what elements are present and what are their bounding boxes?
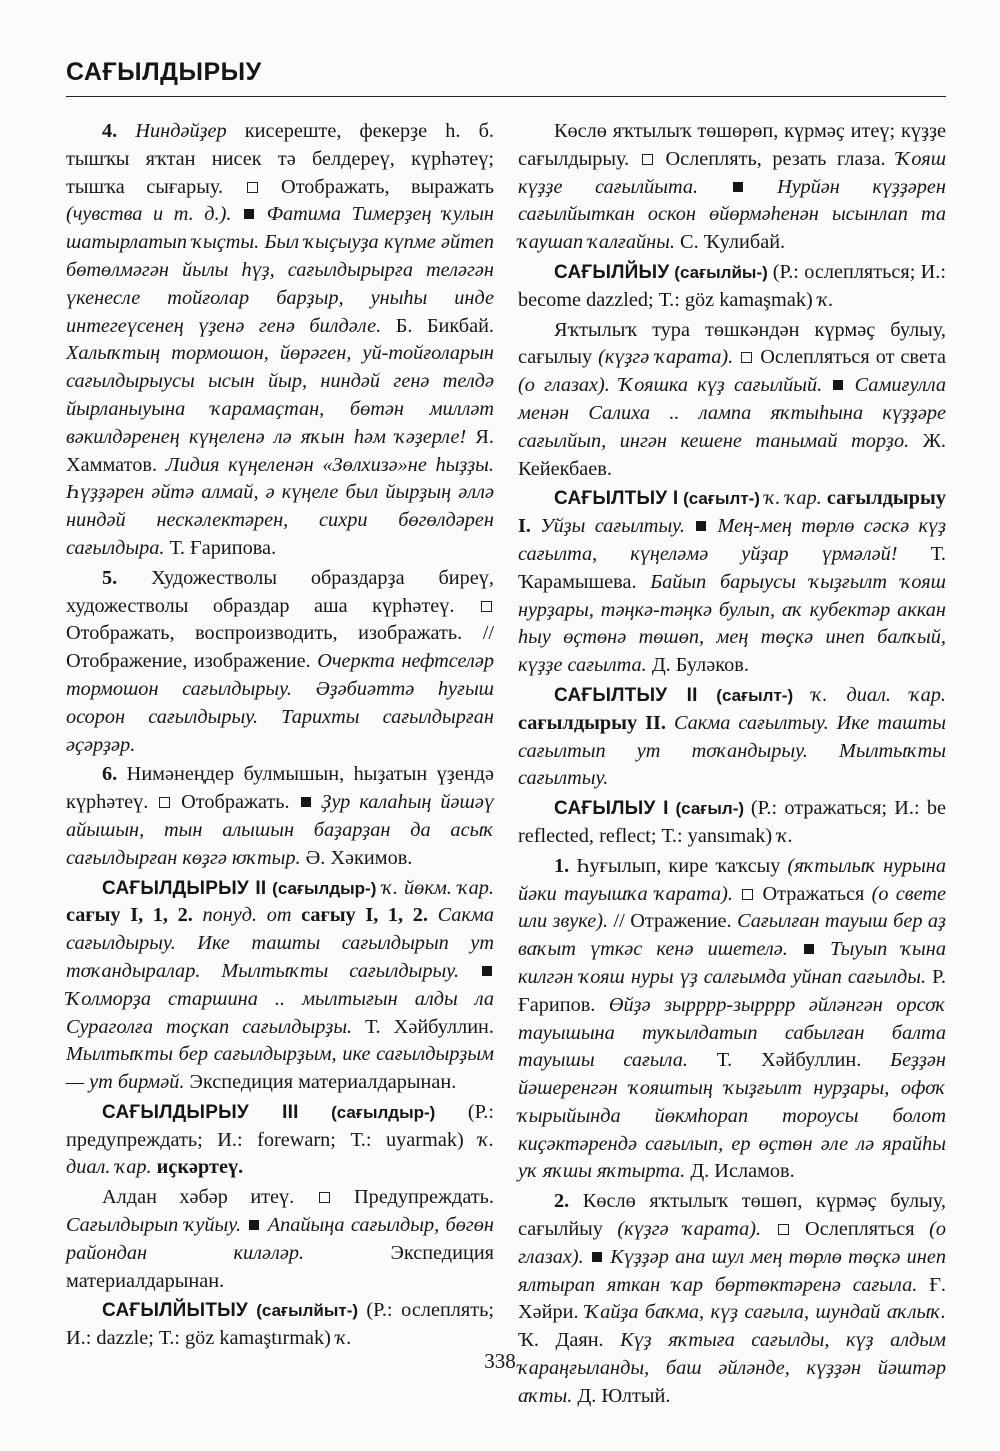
example-marker-icon [833,380,843,390]
usage-note: (о глазах). [518,374,610,397]
example-text: Сағылдырып ҡуйыу. [66,1214,242,1237]
entry-sagylyiyu [518,259,946,315]
definition-text: Һуғылып, кире ҡаҡсыу [569,854,788,877]
example-text: Халыҡтың тормошон, йөрәген, уй-тойғоларын сағылдырыусы ысын йыр, ниндәй генә телдә йырланыуына ҡарамаҫтан, бөтән милләт вәкилдәренең күңеленә лә яҡын һәм ҡәҙерле! [66,342,494,448]
source-author: Экспедиция материалдарынан. [184,1071,457,1094]
example-marker-icon [244,209,254,219]
definition-text: Көслө яҡтылыҡ төшөрөп, күрмәҫ итеү; күҙҙе сағылдырыу. [518,120,946,170]
example-text: Күҙҙәр ана шул мең төрлө төҫкә инеп ялтырап яткан ҡар бөртөктәренә сағыла. [518,1245,947,1296]
page-number: 338 [484,1349,516,1373]
usage-note: (күҙгә ҡарата). [617,1218,762,1241]
russian-translation: Отображать, выражать [259,175,494,198]
grammar-label: ҡ. диал. ҡар. [811,683,946,706]
grammar-label: ҡ. йөкм. ҡар. [382,876,494,899]
sense-number: 6. [102,763,118,786]
source-author: Т. Ҡарамышева. [518,542,946,593]
russian-translation: Ослепляться от света [754,346,946,369]
cross-reference: сағылдырыу II. [518,711,667,734]
translation-marker-icon [778,1224,789,1235]
source-author: Ж. Кейекбаев. [518,429,946,480]
example-marker-icon [249,1220,259,1230]
stem: (сағылдыр-) [266,878,383,898]
translations: (Р.: ослепляться; И.: become dazzled; Т.: göz kamaşmak) [518,260,946,311]
entry-sagyldyryu-3 [66,1099,494,1182]
example-text: Самиғулла менән Салиха .. лампа яҡтыһына күҙҙәре сағылйып, ингән кешене танымай торҙо. [518,374,946,452]
left-column [66,118,494,1353]
source-author: Б. Бикбай. [381,314,494,337]
example-text: Ҡолморҙа старшина .. мылтығын алды ла Сураголға тоҫкап сағылдырҙы. [66,987,494,1038]
cross-reference: сағыу I, 1, 2. [66,904,203,927]
example-text: Өйҙә зырррр-зырррр әйләнгән орсоҡ тауышына туҡылдатып сабылған балта тауышы сағыла. [518,993,946,1072]
example-text: Уйҙы сағылтыу. [530,515,685,538]
source-author: Ә. Хәкимов. [300,846,413,869]
translation-marker-icon [642,154,653,165]
source-author: Ҡ. Даян. [518,1329,621,1352]
grammar-label: ҡ. [335,1327,352,1350]
sense-6 [66,761,494,872]
right-column [518,118,946,1411]
source-author: Я. Хамматов. [66,425,494,476]
entry-sagylyu-1-sense-1 [518,853,946,1187]
entry-sagylyiyu-sense [518,317,946,484]
grammar-label: ҡ. [817,288,834,311]
translation-marker-icon [159,797,170,808]
example-text: Сакма сағылдырыу. Ике ташты сағылдырып ут тоҡандыралар. Мылтыҡты сағылдырыу. [66,904,494,982]
source-author: Ғ. Хәйри. [518,1273,947,1324]
definition-text: Алдан хәбәр итеү. [102,1186,317,1209]
example-text: Күҙ яҡтыға сағылды, күҙ алдым ҡараңғыланды, баш әйләнде, күҙҙән йәштәр аҡты. [518,1329,946,1407]
entry-sagylyityu [66,1297,494,1353]
example-marker-icon [301,797,311,807]
translation-marker-icon [319,1192,330,1203]
source-author: Р. Ғарипов. [518,965,946,1016]
definition-text: Яҡтылыҡ тура төшкәндән күрмәҫ булыу, сағылыу [518,318,946,369]
translation-marker-icon [247,182,258,193]
stem: (сағылйы-) [669,262,773,282]
source-author: Д. Исламов. [685,1160,795,1183]
example-text: Ниндәйҙер [135,120,227,142]
example-text: Ҡайҙа баҡма, күҙ сағыла, шундай аҡлыҡ. [584,1301,946,1324]
source-author: Т. Хәйбуллин. [687,1049,891,1072]
usage-note: (күҙгә ҡарата). [598,346,734,369]
source-author: Экспедиция материалдарынан. [66,1241,495,1292]
example-marker-icon [804,944,814,954]
entry-sagyldyryu-2 [66,875,494,1097]
usage-note: (чувства и т. д.). [66,203,232,226]
sense-4 [66,118,494,563]
headword: САҒЫЛТЫУ II [554,684,698,706]
example-text: Ҙур калаһың йәшәү айышын, тын алышын баҙарҙан да асыҡ сағылдырған көҙгә юҡтыр. [66,791,494,869]
grammar-label: ҡ. диал. ҡар. [66,1128,494,1179]
example-marker-icon [482,966,492,976]
stem: (сағыл-) [668,799,751,819]
source-author: Д. Юлтый. [572,1384,671,1407]
cross-reference: сағылдырыу I. [518,487,946,538]
example-text: Мең-мең төрлө сәскә күҙ сағылта, күңеләмә уйҙар үрмәләй! [518,515,946,565]
definition-text: кисереште, фекерҙе һ. б. тышҡы яҡтан нисек тә белдереү, күрһәтеү; тышҡа сығарыу. [66,120,494,198]
example-text: Мылтыҡты бер сағылдырҙым, ике сағылдырҙым — ут бирмәй. [66,1043,494,1094]
definition-text: Көслө яҡтылыҡ төшөп, күрмәҫ булыу, сағылйыу [518,1190,946,1241]
entry-sagyldyryu-3-sense [66,1184,494,1295]
example-text: Ҡояшка күҙ сағылйый. [609,374,823,397]
example-marker-icon [592,1252,602,1262]
russian-translation: Предупреждать. [331,1186,494,1209]
stem: (сағылдыр-) [298,1102,468,1122]
translations: (Р.: отражаться; И.: be reflected, reflect; Т.: yansımak) [518,797,946,847]
definition-text: Художестволы образдарҙа биреү, художестволы образдар аша күрһәтеү. [66,566,494,617]
sense-number: 4. [102,120,118,142]
entry-sagyltyu-2 [518,682,946,793]
example-text: Сакма сағылтыу. Ике ташты сағылтып ут тоҡандырыу. Мылтыҡты сағылтыу. [518,711,946,790]
russian-translation: Отображать. [172,791,299,814]
russian-translation: Отражаться [755,882,872,905]
source-author: Т. Хәйбуллин. [352,1015,494,1038]
headword: САҒЫЛДЫРЫУ II [102,877,267,899]
grammar-label: ҡ. ҡар. [764,487,822,510]
translation-marker-icon [481,601,492,612]
russian-translation: // Отражение. [608,910,738,933]
usage-note: (яҡтылыҡ нурына йәки тауышҡа ҡарата). [518,854,947,905]
source-author: С. Ҡулибай. [674,231,786,254]
stem: (сағылйыт-) [247,1301,367,1321]
stem: (сағылт-) [678,489,765,509]
grammar-label: понуд. от [202,904,292,927]
russian-translation: Ослепляться [790,1218,930,1241]
stem: (сағылт-) [697,685,812,705]
example-text: Очеркта нефтселәр тормошон сағылдырыу. Әҙәбиәттә һуғыш осорон сағылдырыу. Тарихты сағылдырған әҫәрҙәр. [66,650,494,756]
headword: САҒЫЛЫУ I [554,798,669,820]
sense-number: 1. [554,854,570,877]
entry-sagylyu-1-sense-2 [518,1188,946,1410]
example-text: Апайыңа сағылдыр, бөгөн райондан киләләр. [66,1214,494,1264]
cross-reference: сағыу I, 1, 2. [291,904,438,927]
translations: (Р.: ослеплять; И.: dazzle; Т.: göz kamaştırmak) [66,1299,494,1350]
headword: САҒЫЛЙЫУ [554,261,670,283]
example-text: Нурйән күҙҙәрен сағылйыткан оскон өйөрмәһенән ысынлап та ҡаушап ҡалғайны. [518,175,946,254]
example-text: Тыуып ҡына килгән ҡояш нуры үҙ салғымда уйнап сағылды. [518,938,946,988]
usage-note: (о глазах). [518,1218,946,1268]
example-text: Беҙҙән йәшеренгән ҡояштың ҡыҙғылт нурҙары, офоҡ ҡырыйында йөкмһорап тороусы болот киҫәктәрендә сағылып, ер өҫтөн әле лә ярайһы уҡ яҡшы яҡтыртa. [518,1049,946,1183]
translation-marker-icon [742,889,753,900]
source-author: Т. Ғарипова. [164,536,277,559]
example-marker-icon [733,182,743,192]
running-head: САҒЫЛДЫРЫУ [66,58,262,86]
headword: САҒЫЛТЫУ I [554,488,679,510]
entry-sagyltyu-1 [518,485,946,680]
example-text: Лидия күңеленән «Зөлхизә»не һыҙҙы. Һүҙҙәрен әйтә алмай, ә күңеле был йырҙың әллә ниндәй нескәлектәрен, сихри бөгөлдәрен сағылдыра. [66,453,494,559]
header-rule [66,96,946,97]
example-marker-icon [696,521,706,531]
example-text: Ҡояш күҙҙе сағылйыта. [518,147,946,198]
entry-sagylyu-1 [518,795,946,851]
definition-text: Нимәнеңдер булмышын, һыҙатын үҙендә күрһәтеү. [66,763,494,814]
usage-note: (о свете или звуке). [518,882,946,933]
russian-translation: Отображать, воспроизводить, изображать. // Отображение, изображение. [66,622,494,673]
headword: САҒЫЛДЫРЫУ III [102,1101,299,1123]
translation-marker-icon [741,352,752,363]
entry-sagylyityu-sense [518,118,946,257]
example-text: Байып барыусы ҡыҙғылт ҡояш нурҙары, тәңкә-тәңкә булып, аҡ кубектәр аккан һыу өҫтөнә төшөп, мең төҫкә инеп балҡый, күҙҙе сағылта. [518,570,946,677]
russian-translation: Ослеплять, резать глаза. [654,147,897,170]
sense-5 [66,565,494,760]
cross-reference: иҫкәртеү. [151,1156,244,1179]
sense-number: 2. [554,1190,570,1213]
headword: САҒЫЛЙЫТЫУ [102,1300,248,1322]
example-text: Фатима Тимерҙең ҡулын шатырлатып ҡыҫты. Был ҡыҫыуҙа күпме әйтеп бөтөлмәгән йылы һүҙ, сағылдырырға теләгән үкенесле тойғолар барҙыр, уныһы инде интегеүсенең үҙенә генә билдәле. [66,203,494,337]
example-text: Сағылған тауыш бер аҙ ваҡыт үткәс кенә ишетелә. [518,910,946,961]
sense-number: 5. [102,566,118,589]
grammar-label: ҡ. [777,824,794,847]
source-author: Д. Буләков. [646,654,749,677]
translations: (Р.: предупреждать; И.: forewarn; Т.: uyarmak) [66,1100,495,1151]
